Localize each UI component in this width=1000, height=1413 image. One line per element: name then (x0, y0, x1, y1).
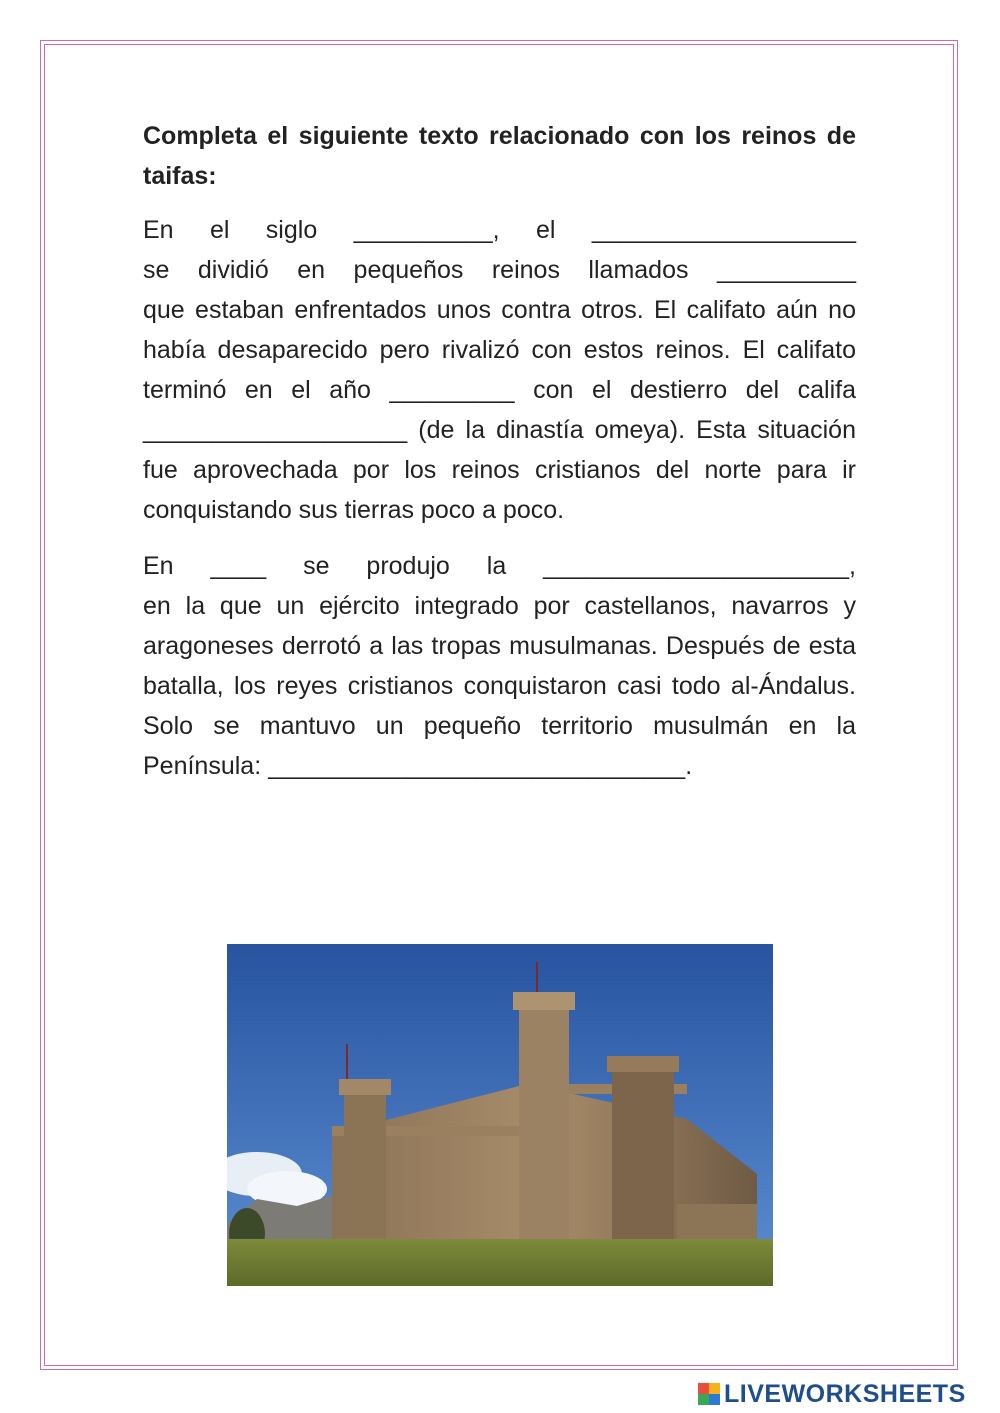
paragraph-2-body: en la que un ejército integrado por castellanos, navarros y aragoneses derrotó a las tropas musulmanas. Después de esta batalla, los reyes cristianos conquistaron casi todo al-Ándalus. Solo se mantuvo un pequeño territorio musulmán en la Península: ______________________________. (143, 592, 856, 780)
liveworksheets-logo[interactable] (698, 1380, 966, 1408)
paragraph-1-body: que estaban enfrentados unos contra otros. El califato aún no había desaparecido pero rivalizó con estos reinos. El califato terminó en el año _________ con el destierro del califa ___________________ (de la dinastía omeya). Esta situación fue aprovechada por los reinos cristianos del norte para ir conquistando sus tierras poco a poco. (143, 296, 856, 524)
worksheet-heading: Completa el siguiente texto relacionado con los reinos de taifas: (143, 122, 856, 190)
worksheet-content (143, 116, 856, 802)
paragraph-1-line-1: En el siglo __________, el ___________________ (143, 216, 856, 244)
castle-photo (227, 944, 773, 1286)
paragraph-1 (143, 210, 856, 530)
paragraph-2-line-1: En ____ se produjo la ______________________, (143, 552, 856, 580)
liveworksheets-logo-text: LIVEWORKSHEETS (724, 1379, 966, 1408)
paragraph-1-line-2: se dividió en pequeños reinos llamados __________ (143, 256, 856, 284)
paragraph-2 (143, 546, 856, 786)
liveworksheets-icon (698, 1383, 720, 1405)
